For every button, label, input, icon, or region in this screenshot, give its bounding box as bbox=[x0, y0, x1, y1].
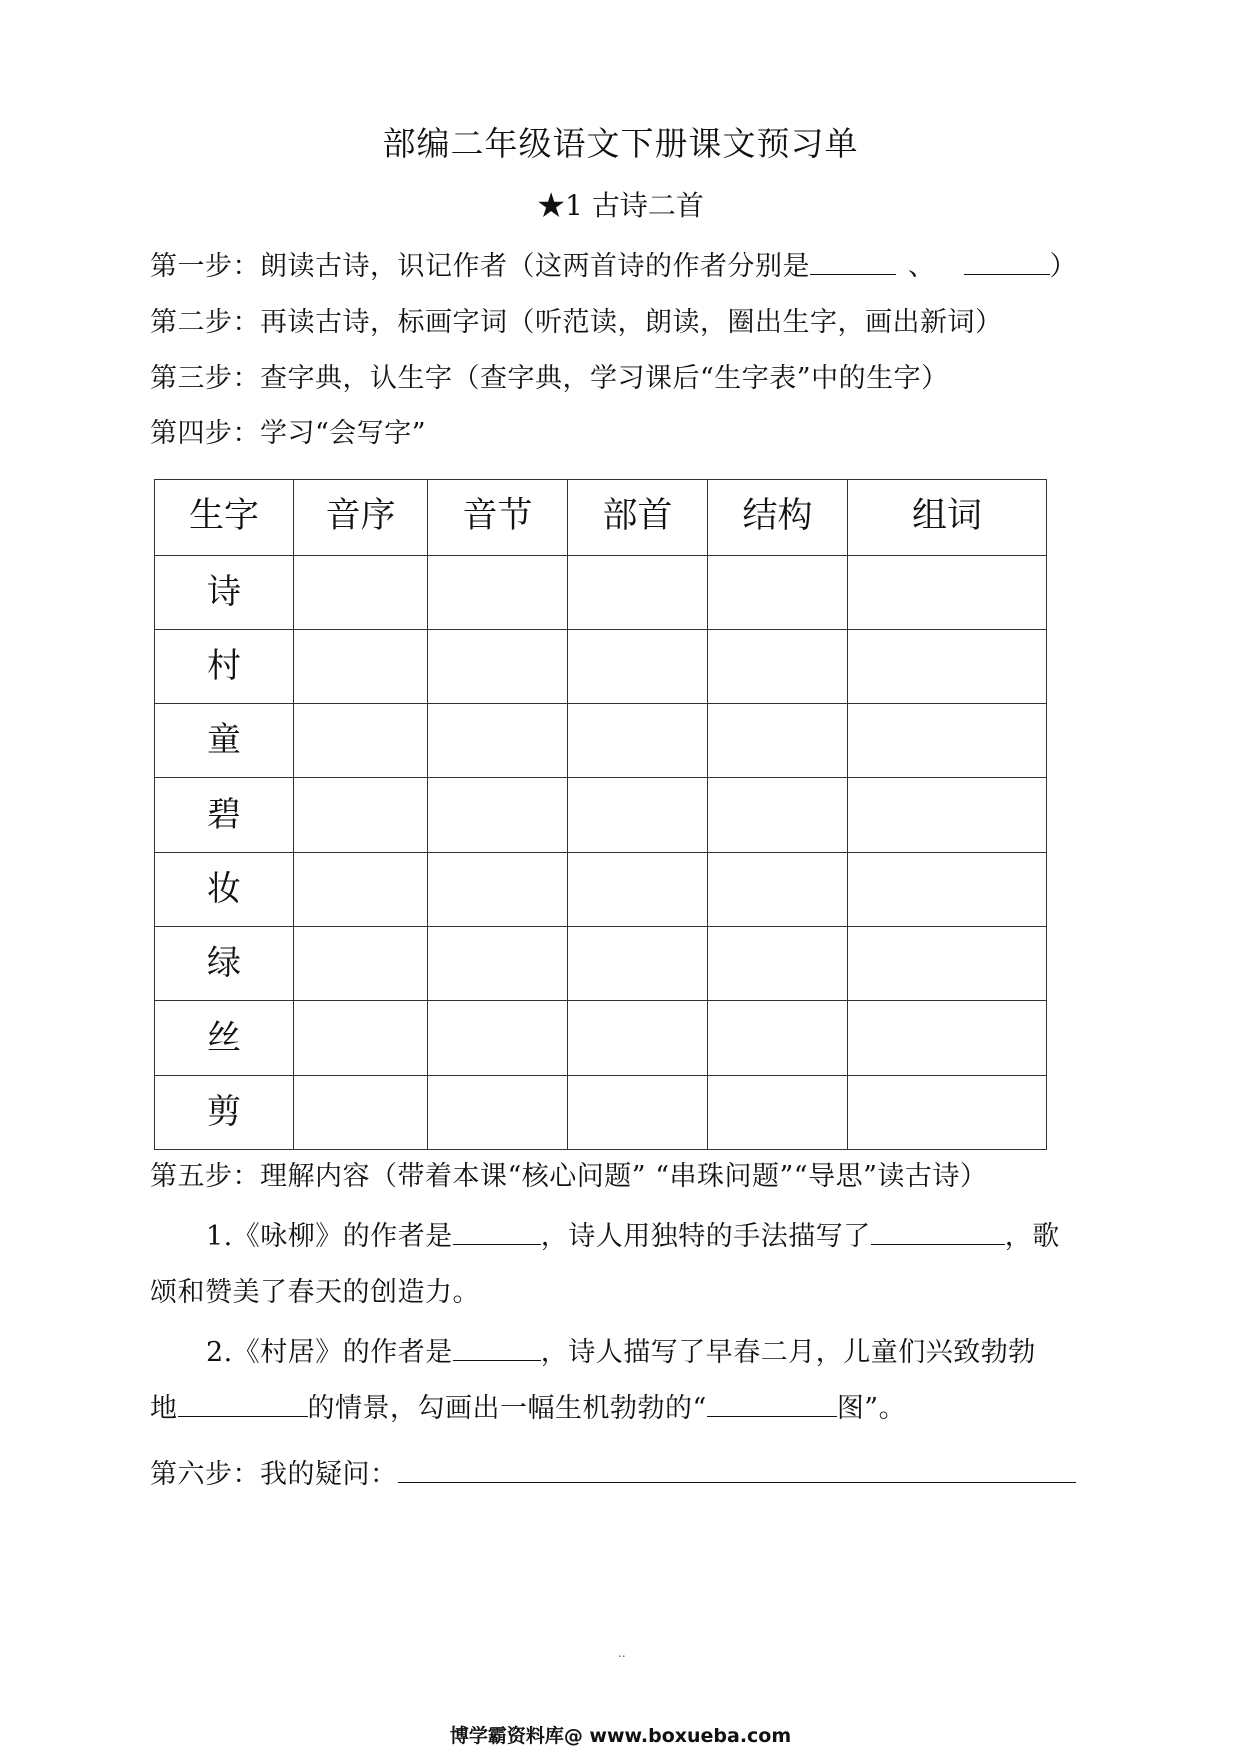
header-cell: 音节 bbox=[428, 480, 568, 556]
q2-text-a: 2.《村居》的作者是 bbox=[206, 1337, 453, 1368]
input-cell[interactable] bbox=[708, 1001, 848, 1075]
header-cell: 生字 bbox=[155, 480, 294, 556]
step5-line: 第五步：理解内容（带着本课“核心问题” “串珠问题”“导思”读古诗） bbox=[150, 1161, 988, 1192]
q1-text-b: ，诗人用独特的手法描写了 bbox=[540, 1221, 871, 1252]
question-blank[interactable] bbox=[398, 1456, 1076, 1483]
step1-line bbox=[150, 244, 1077, 283]
author-blank-1[interactable] bbox=[810, 248, 896, 275]
input-cell[interactable] bbox=[708, 927, 848, 1001]
question1-line2: 颂和赞美了春天的创造力。 bbox=[150, 1277, 480, 1308]
header-cell: 组词 bbox=[848, 480, 1047, 556]
input-cell[interactable] bbox=[848, 629, 1047, 703]
input-cell[interactable] bbox=[848, 852, 1047, 926]
q2-text-b: ，诗人描写了早春二月，儿童们兴致勃勃 bbox=[540, 1337, 1036, 1368]
input-cell[interactable] bbox=[708, 778, 848, 852]
input-cell[interactable] bbox=[568, 927, 708, 1001]
character-cell: 妆 bbox=[155, 852, 294, 926]
step1-separator: 、 bbox=[908, 251, 936, 282]
step2-line: 第二步：再读古诗，标画字词（听范读，朗读，圈出生字，画出新词） bbox=[150, 307, 1003, 338]
input-cell[interactable] bbox=[294, 555, 428, 629]
input-cell[interactable] bbox=[848, 704, 1047, 778]
input-cell[interactable] bbox=[848, 1001, 1047, 1075]
q2-author-blank[interactable] bbox=[453, 1334, 541, 1361]
author-blank-2[interactable] bbox=[964, 248, 1050, 275]
input-cell[interactable] bbox=[428, 778, 568, 852]
character-cell: 绿 bbox=[155, 927, 294, 1001]
input-cell[interactable] bbox=[708, 704, 848, 778]
question2-line1 bbox=[206, 1330, 1036, 1369]
table-row bbox=[155, 927, 1047, 1001]
table-row bbox=[155, 852, 1047, 926]
character-cell: 剪 bbox=[155, 1075, 294, 1149]
input-cell[interactable] bbox=[568, 1001, 708, 1075]
input-cell[interactable] bbox=[428, 704, 568, 778]
table-row bbox=[155, 629, 1047, 703]
header-cell: 音序 bbox=[294, 480, 428, 556]
q2-picture-blank[interactable] bbox=[707, 1390, 837, 1417]
footer-watermark: 博学霸资料库@ www.boxueba.com bbox=[449, 1725, 792, 1747]
character-table bbox=[154, 479, 1047, 1150]
page-mark: .. bbox=[618, 1646, 626, 1660]
character-cell: 碧 bbox=[155, 778, 294, 852]
character-cell: 诗 bbox=[155, 555, 294, 629]
q2-activity-blank[interactable] bbox=[178, 1390, 308, 1417]
input-cell[interactable] bbox=[428, 927, 568, 1001]
table-row bbox=[155, 704, 1047, 778]
input-cell[interactable] bbox=[294, 704, 428, 778]
input-cell[interactable] bbox=[428, 1075, 568, 1149]
step3-line: 第三步：查字典，认生字（查字典，学习课后“生字表”中的生字） bbox=[150, 363, 949, 394]
q2-text-d: 的情景，勾画出一幅生机勃勃的“ bbox=[307, 1393, 707, 1424]
q2-text-e: 图”。 bbox=[836, 1393, 907, 1424]
table-row bbox=[155, 778, 1047, 852]
input-cell[interactable] bbox=[428, 555, 568, 629]
input-cell[interactable] bbox=[708, 629, 848, 703]
character-cell: 童 bbox=[155, 704, 294, 778]
input-cell[interactable] bbox=[568, 852, 708, 926]
input-cell[interactable] bbox=[428, 1001, 568, 1075]
step1-text: 第一步：朗读古诗，识记作者（这两首诗的作者分别是 bbox=[150, 251, 810, 282]
header-cell: 部首 bbox=[568, 480, 708, 556]
input-cell[interactable] bbox=[708, 852, 848, 926]
q1-text-c: ，歌 bbox=[1004, 1221, 1060, 1252]
input-cell[interactable] bbox=[848, 927, 1047, 1001]
step6-text: 第六步：我的疑问： bbox=[150, 1459, 398, 1490]
input-cell[interactable] bbox=[568, 555, 708, 629]
input-cell[interactable] bbox=[568, 1075, 708, 1149]
question2-line2 bbox=[150, 1386, 906, 1425]
input-cell[interactable] bbox=[848, 778, 1047, 852]
q1-subject-blank[interactable] bbox=[871, 1218, 1005, 1245]
step6-line bbox=[150, 1452, 1076, 1491]
input-cell[interactable] bbox=[294, 927, 428, 1001]
table-row bbox=[155, 1001, 1047, 1075]
input-cell[interactable] bbox=[848, 1075, 1047, 1149]
input-cell[interactable] bbox=[294, 852, 428, 926]
input-cell[interactable] bbox=[294, 1001, 428, 1075]
page-title: 部编二年级语文下册课文预习单 bbox=[382, 124, 859, 163]
step4-line: 第四步：学习“会写字” bbox=[150, 418, 427, 449]
table-row bbox=[155, 1075, 1047, 1149]
input-cell[interactable] bbox=[428, 852, 568, 926]
input-cell[interactable] bbox=[428, 629, 568, 703]
lesson-title: ★1 古诗二首 bbox=[537, 189, 704, 222]
input-cell[interactable] bbox=[568, 704, 708, 778]
character-cell: 丝 bbox=[155, 1001, 294, 1075]
header-cell: 结构 bbox=[708, 480, 848, 556]
q1-author-blank[interactable] bbox=[453, 1218, 541, 1245]
input-cell[interactable] bbox=[848, 555, 1047, 629]
input-cell[interactable] bbox=[568, 778, 708, 852]
input-cell[interactable] bbox=[294, 778, 428, 852]
step1-close: ） bbox=[1049, 251, 1077, 282]
input-cell[interactable] bbox=[294, 629, 428, 703]
input-cell[interactable] bbox=[294, 1075, 428, 1149]
table-header-row bbox=[155, 480, 1047, 556]
table-row bbox=[155, 555, 1047, 629]
input-cell[interactable] bbox=[708, 1075, 848, 1149]
character-cell: 村 bbox=[155, 629, 294, 703]
q2-text-c: 地 bbox=[150, 1393, 178, 1424]
input-cell[interactable] bbox=[568, 629, 708, 703]
input-cell[interactable] bbox=[708, 555, 848, 629]
question1-line1 bbox=[206, 1214, 1060, 1253]
q1-text-a: 1.《咏柳》的作者是 bbox=[206, 1221, 453, 1252]
